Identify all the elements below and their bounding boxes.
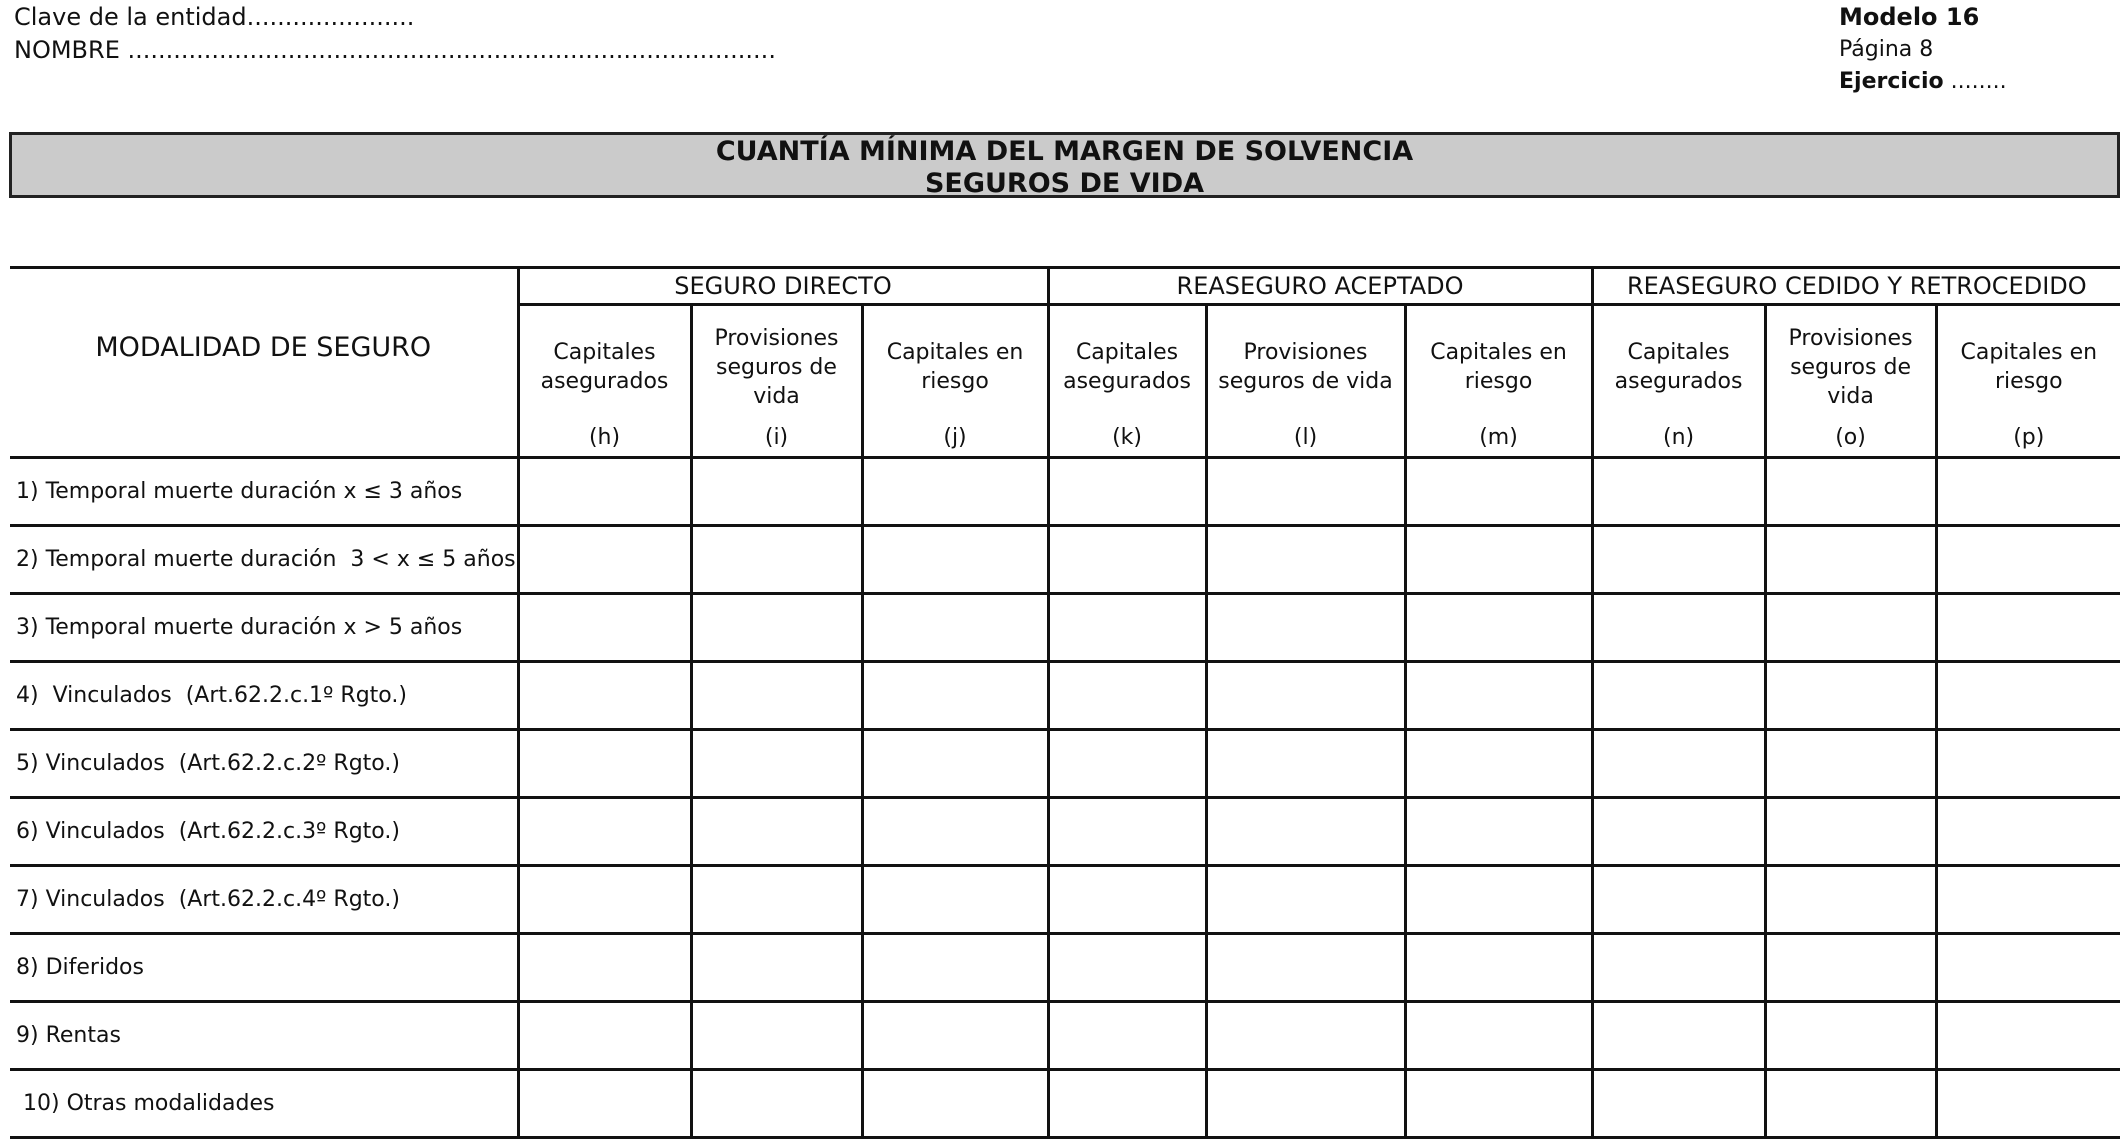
entry-cell[interactable] [1765, 1070, 1936, 1138]
table-row [10, 526, 2120, 594]
entry-cell[interactable] [691, 798, 862, 866]
entry-cell[interactable] [1592, 1070, 1765, 1138]
entry-cell[interactable] [1405, 1002, 1592, 1070]
column-header [1405, 305, 1592, 458]
column-code: (m) [1479, 425, 1518, 450]
table-row [10, 1002, 2120, 1070]
entry-cell[interactable] [1206, 662, 1405, 730]
entry-cell[interactable] [1405, 1070, 1592, 1138]
entry-cell[interactable] [862, 730, 1048, 798]
title-box [9, 132, 2120, 198]
entry-cell[interactable] [1765, 798, 1936, 866]
entry-cell[interactable] [1405, 662, 1592, 730]
entry-cell[interactable] [862, 594, 1048, 662]
entry-cell[interactable] [1936, 662, 2120, 730]
entry-cell[interactable] [1206, 730, 1405, 798]
entry-cell[interactable] [518, 1002, 691, 1070]
column-code: (h) [588, 425, 621, 450]
entry-cell[interactable] [1936, 594, 2120, 662]
entry-cell[interactable] [1936, 798, 2120, 866]
entry-cell[interactable] [1206, 1002, 1405, 1070]
entry-cell[interactable] [518, 662, 691, 730]
entry-cell[interactable] [1592, 798, 1765, 866]
entry-cell[interactable] [1765, 458, 1936, 526]
column-header [1936, 305, 2120, 458]
column-label: Provisiones seguros de vida [714, 325, 839, 409]
entry-cell[interactable] [862, 934, 1048, 1002]
title-line-2: SEGUROS DE VIDA [924, 168, 1205, 199]
entry-cell[interactable] [862, 798, 1048, 866]
column-label: Capitales en riesgo [1960, 340, 2098, 394]
ejercicio-dots: ........ [1950, 69, 2007, 94]
row-label: 3) Temporal muerte duración x > 5 años [10, 594, 518, 662]
entry-cell[interactable] [1936, 458, 2120, 526]
column-label: Capitales en riesgo [886, 340, 1024, 394]
row-label: 4) Vinculados (Art.62.2.c.1º Rgto.) [10, 662, 518, 730]
entry-cell[interactable] [1405, 458, 1592, 526]
table-row [10, 1070, 2120, 1138]
entry-cell[interactable] [1765, 934, 1936, 1002]
column-header [1765, 305, 1936, 458]
entry-cell[interactable] [518, 730, 691, 798]
entry-cell[interactable] [1405, 798, 1592, 866]
table-row [10, 866, 2120, 934]
column-label: Capitales en riesgo [1430, 340, 1567, 394]
entry-cell[interactable] [1206, 1070, 1405, 1138]
column-label: Provisiones seguros de vida [1788, 325, 1913, 409]
entry-cell[interactable] [1592, 730, 1765, 798]
entry-cell[interactable] [1592, 934, 1765, 1002]
column-header [1206, 305, 1405, 458]
row-label: 6) Vinculados (Art.62.2.c.3º Rgto.) [10, 798, 518, 866]
row-label: 5) Vinculados (Art.62.2.c.2º Rgto.) [10, 730, 518, 798]
nombre-field: NOMBRE ..................................................................................... [14, 36, 776, 64]
entry-cell[interactable] [518, 526, 691, 594]
entry-cell[interactable] [1206, 934, 1405, 1002]
clave-entidad: Clave de la entidad...................... [14, 3, 415, 31]
entry-cell[interactable] [862, 662, 1048, 730]
group-reaseguro-cedido: REASEGURO CEDIDO Y RETROCEDIDO [1592, 268, 2120, 305]
row-label: 9) Rentas [10, 1002, 518, 1070]
group-seguro-directo: SEGURO DIRECTO [518, 268, 1048, 305]
column-header [862, 305, 1048, 458]
entry-cell[interactable] [1206, 526, 1405, 594]
row-label: 1) Temporal muerte duración x ≤ 3 años [10, 458, 518, 526]
entry-cell[interactable] [1592, 662, 1765, 730]
pagina-label: Página 8 [1839, 37, 1934, 62]
entry-cell[interactable] [691, 866, 862, 934]
entry-cell[interactable] [1206, 458, 1405, 526]
entry-cell[interactable] [518, 798, 691, 866]
column-header [691, 305, 862, 458]
row-label: 10) Otras modalidades [10, 1070, 518, 1138]
column-code: (j) [943, 425, 967, 450]
entry-cell[interactable] [1765, 594, 1936, 662]
ejercicio-label: Ejercicio [1839, 69, 1944, 94]
entry-cell[interactable] [518, 934, 691, 1002]
entry-cell[interactable] [1048, 934, 1206, 1002]
entry-cell[interactable] [1592, 526, 1765, 594]
entry-cell[interactable] [1048, 458, 1206, 526]
entry-cell[interactable] [862, 458, 1048, 526]
table-row [10, 594, 2120, 662]
column-code: (k) [1112, 425, 1142, 450]
entry-cell[interactable] [1936, 934, 2120, 1002]
entry-cell[interactable] [691, 594, 862, 662]
column-label: Provisiones seguros de vida [1218, 340, 1393, 394]
entry-cell[interactable] [1048, 866, 1206, 934]
entry-cell[interactable] [1765, 866, 1936, 934]
column-code: (i) [764, 425, 789, 450]
entry-cell[interactable] [518, 458, 691, 526]
entry-cell[interactable] [1405, 866, 1592, 934]
entry-cell[interactable] [518, 866, 691, 934]
entry-cell[interactable] [1405, 730, 1592, 798]
entry-cell[interactable] [862, 1002, 1048, 1070]
solvency-table [10, 266, 2120, 1139]
entry-cell[interactable] [1048, 1070, 1206, 1138]
column-code: (l) [1293, 425, 1318, 450]
entry-cell[interactable] [518, 1070, 691, 1138]
entry-cell[interactable] [1936, 1070, 2120, 1138]
column-label: Capitales asegurados [540, 340, 669, 394]
column-code: (n) [1662, 425, 1695, 450]
entry-cell[interactable] [1936, 526, 2120, 594]
entry-cell[interactable] [1765, 730, 1936, 798]
modalidad-header: MODALIDAD DE SEGURO [10, 268, 518, 458]
column-label: Capitales asegurados [1614, 340, 1743, 394]
entry-cell[interactable] [1592, 866, 1765, 934]
table-row [10, 662, 2120, 730]
table-row [10, 458, 2120, 526]
entry-cell[interactable] [1936, 1002, 2120, 1070]
entry-cell[interactable] [1765, 1002, 1936, 1070]
entry-cell[interactable] [691, 458, 862, 526]
entry-cell[interactable] [1048, 1002, 1206, 1070]
column-label: Capitales asegurados [1063, 340, 1191, 394]
modelo-label: Modelo 16 [1839, 3, 1980, 31]
column-header [1048, 305, 1206, 458]
column-code: (p) [2013, 425, 2045, 450]
group-header-row [10, 268, 2120, 305]
entry-cell[interactable] [1206, 866, 1405, 934]
entry-cell[interactable] [1405, 594, 1592, 662]
entry-cell[interactable] [691, 934, 862, 1002]
column-header [518, 305, 691, 458]
entry-cell[interactable] [1592, 458, 1765, 526]
entry-cell[interactable] [691, 1070, 862, 1138]
table-row [10, 798, 2120, 866]
row-label: 8) Diferidos [10, 934, 518, 1002]
entry-cell[interactable] [1048, 594, 1206, 662]
table-body [10, 458, 2120, 1138]
entry-cell[interactable] [1592, 1002, 1765, 1070]
entry-cell[interactable] [691, 526, 862, 594]
entry-cell[interactable] [1936, 730, 2120, 798]
entry-cell[interactable] [1405, 934, 1592, 1002]
entry-cell[interactable] [1592, 594, 1765, 662]
column-header [1592, 305, 1765, 458]
entry-cell[interactable] [691, 662, 862, 730]
entry-cell[interactable] [862, 866, 1048, 934]
entry-cell[interactable] [862, 1070, 1048, 1138]
group-reaseguro-aceptado: REASEGURO ACEPTADO [1048, 268, 1592, 305]
ejercicio-line [1839, 66, 2007, 98]
entry-cell[interactable] [1206, 594, 1405, 662]
table-row [10, 934, 2120, 1002]
title-line-1: CUANTÍA MÍNIMA DEL MARGEN DE SOLVENCIA [715, 136, 1414, 167]
entry-cell[interactable] [1405, 526, 1592, 594]
entry-cell[interactable] [1048, 730, 1206, 798]
row-label: 7) Vinculados (Art.62.2.c.4º Rgto.) [10, 866, 518, 934]
entry-cell[interactable] [862, 526, 1048, 594]
entry-cell[interactable] [518, 594, 691, 662]
table-row [10, 730, 2120, 798]
entry-cell[interactable] [1048, 798, 1206, 866]
entry-cell[interactable] [1765, 526, 1936, 594]
entry-cell[interactable] [1936, 866, 2120, 934]
column-code: (o) [1835, 425, 1866, 450]
entry-cell[interactable] [1765, 662, 1936, 730]
entry-cell[interactable] [691, 730, 862, 798]
row-label: 2) Temporal muerte duración 3 < x ≤ 5 años [10, 526, 518, 594]
entry-cell[interactable] [1048, 526, 1206, 594]
entry-cell[interactable] [1206, 798, 1405, 866]
entry-cell[interactable] [1048, 662, 1206, 730]
entry-cell[interactable] [691, 1002, 862, 1070]
